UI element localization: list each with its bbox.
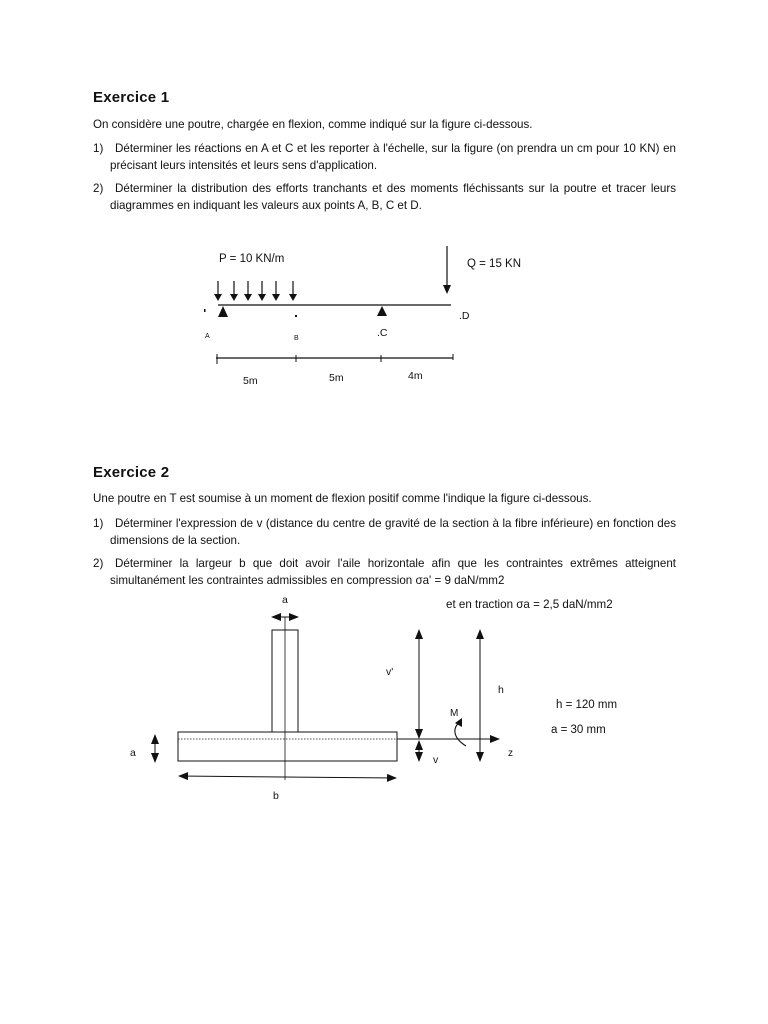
z-label: z (508, 748, 513, 759)
point-c-label: .C (377, 327, 388, 339)
exercise-2-title: Exercice 2 (93, 464, 170, 481)
load-q-label: Q = 15 KN (467, 258, 522, 270)
point-a-label: A (205, 333, 210, 340)
point-d-label: .D (459, 310, 470, 322)
web-width-label: a (282, 594, 288, 606)
question-number: 2) (93, 182, 104, 195)
dimension-label-2: 5m (329, 372, 344, 384)
question-number: 1) (93, 142, 104, 155)
exercise-1-intro: On considère une poutre, chargée en flexion, comme indiqué sur la figure ci-dessous. (93, 118, 533, 131)
question-text: Déterminer la largeur b que doit avoir l'aile horizontale afin que les contraintes extrêmes atteignent simultanément les contraintes admissibles en compression σa' = 9 daN/mm2 (110, 557, 676, 587)
t-section-flange (178, 732, 397, 761)
flange-width-dimension (179, 776, 396, 778)
flange-width-label: b (273, 790, 279, 802)
question-number: 2) (93, 557, 104, 570)
moment-label: M (450, 708, 459, 719)
dimension-label-3: 4m (408, 370, 423, 382)
a-value: a = 30 mm (551, 724, 606, 736)
exercise-1-title: Exercice 1 (93, 89, 170, 106)
h-label: h (498, 684, 504, 696)
question-text: Déterminer les réactions en A et C et les reporter à l'échelle, sur la figure (on prendra un cm pour 10 KN) en précisant leurs intensités et leurs sens d'application. (110, 142, 676, 172)
v-prime-label: v' (386, 666, 394, 678)
question-text: Déterminer la distribution des efforts tranchants et des moments fléchissants sur la poutre et tracer leurs diagrammes en indiquant les valeurs aux points A, B, C et D. (110, 182, 676, 212)
traction-stress-text: et en traction σa = 2,5 daN/mm2 (446, 598, 613, 611)
dimension-label-1: 5m (243, 375, 258, 387)
load-p-label: P = 10 KN/m (219, 253, 285, 265)
question-number: 1) (93, 517, 104, 530)
h-value: h = 120 mm (556, 699, 618, 711)
question-text: Déterminer l'expression de v (distance du centre de gravité de la section à la fibre inférieure) en fonction des dimensions de la section. (110, 517, 676, 547)
flange-thickness-label: a (130, 747, 136, 759)
v-label: v (433, 754, 439, 766)
exercise-2-intro: Une poutre en T est soumise à un moment de flexion positif comme l'indique la figure ci-dessous. (93, 492, 592, 505)
point-b-label: B (294, 335, 299, 342)
